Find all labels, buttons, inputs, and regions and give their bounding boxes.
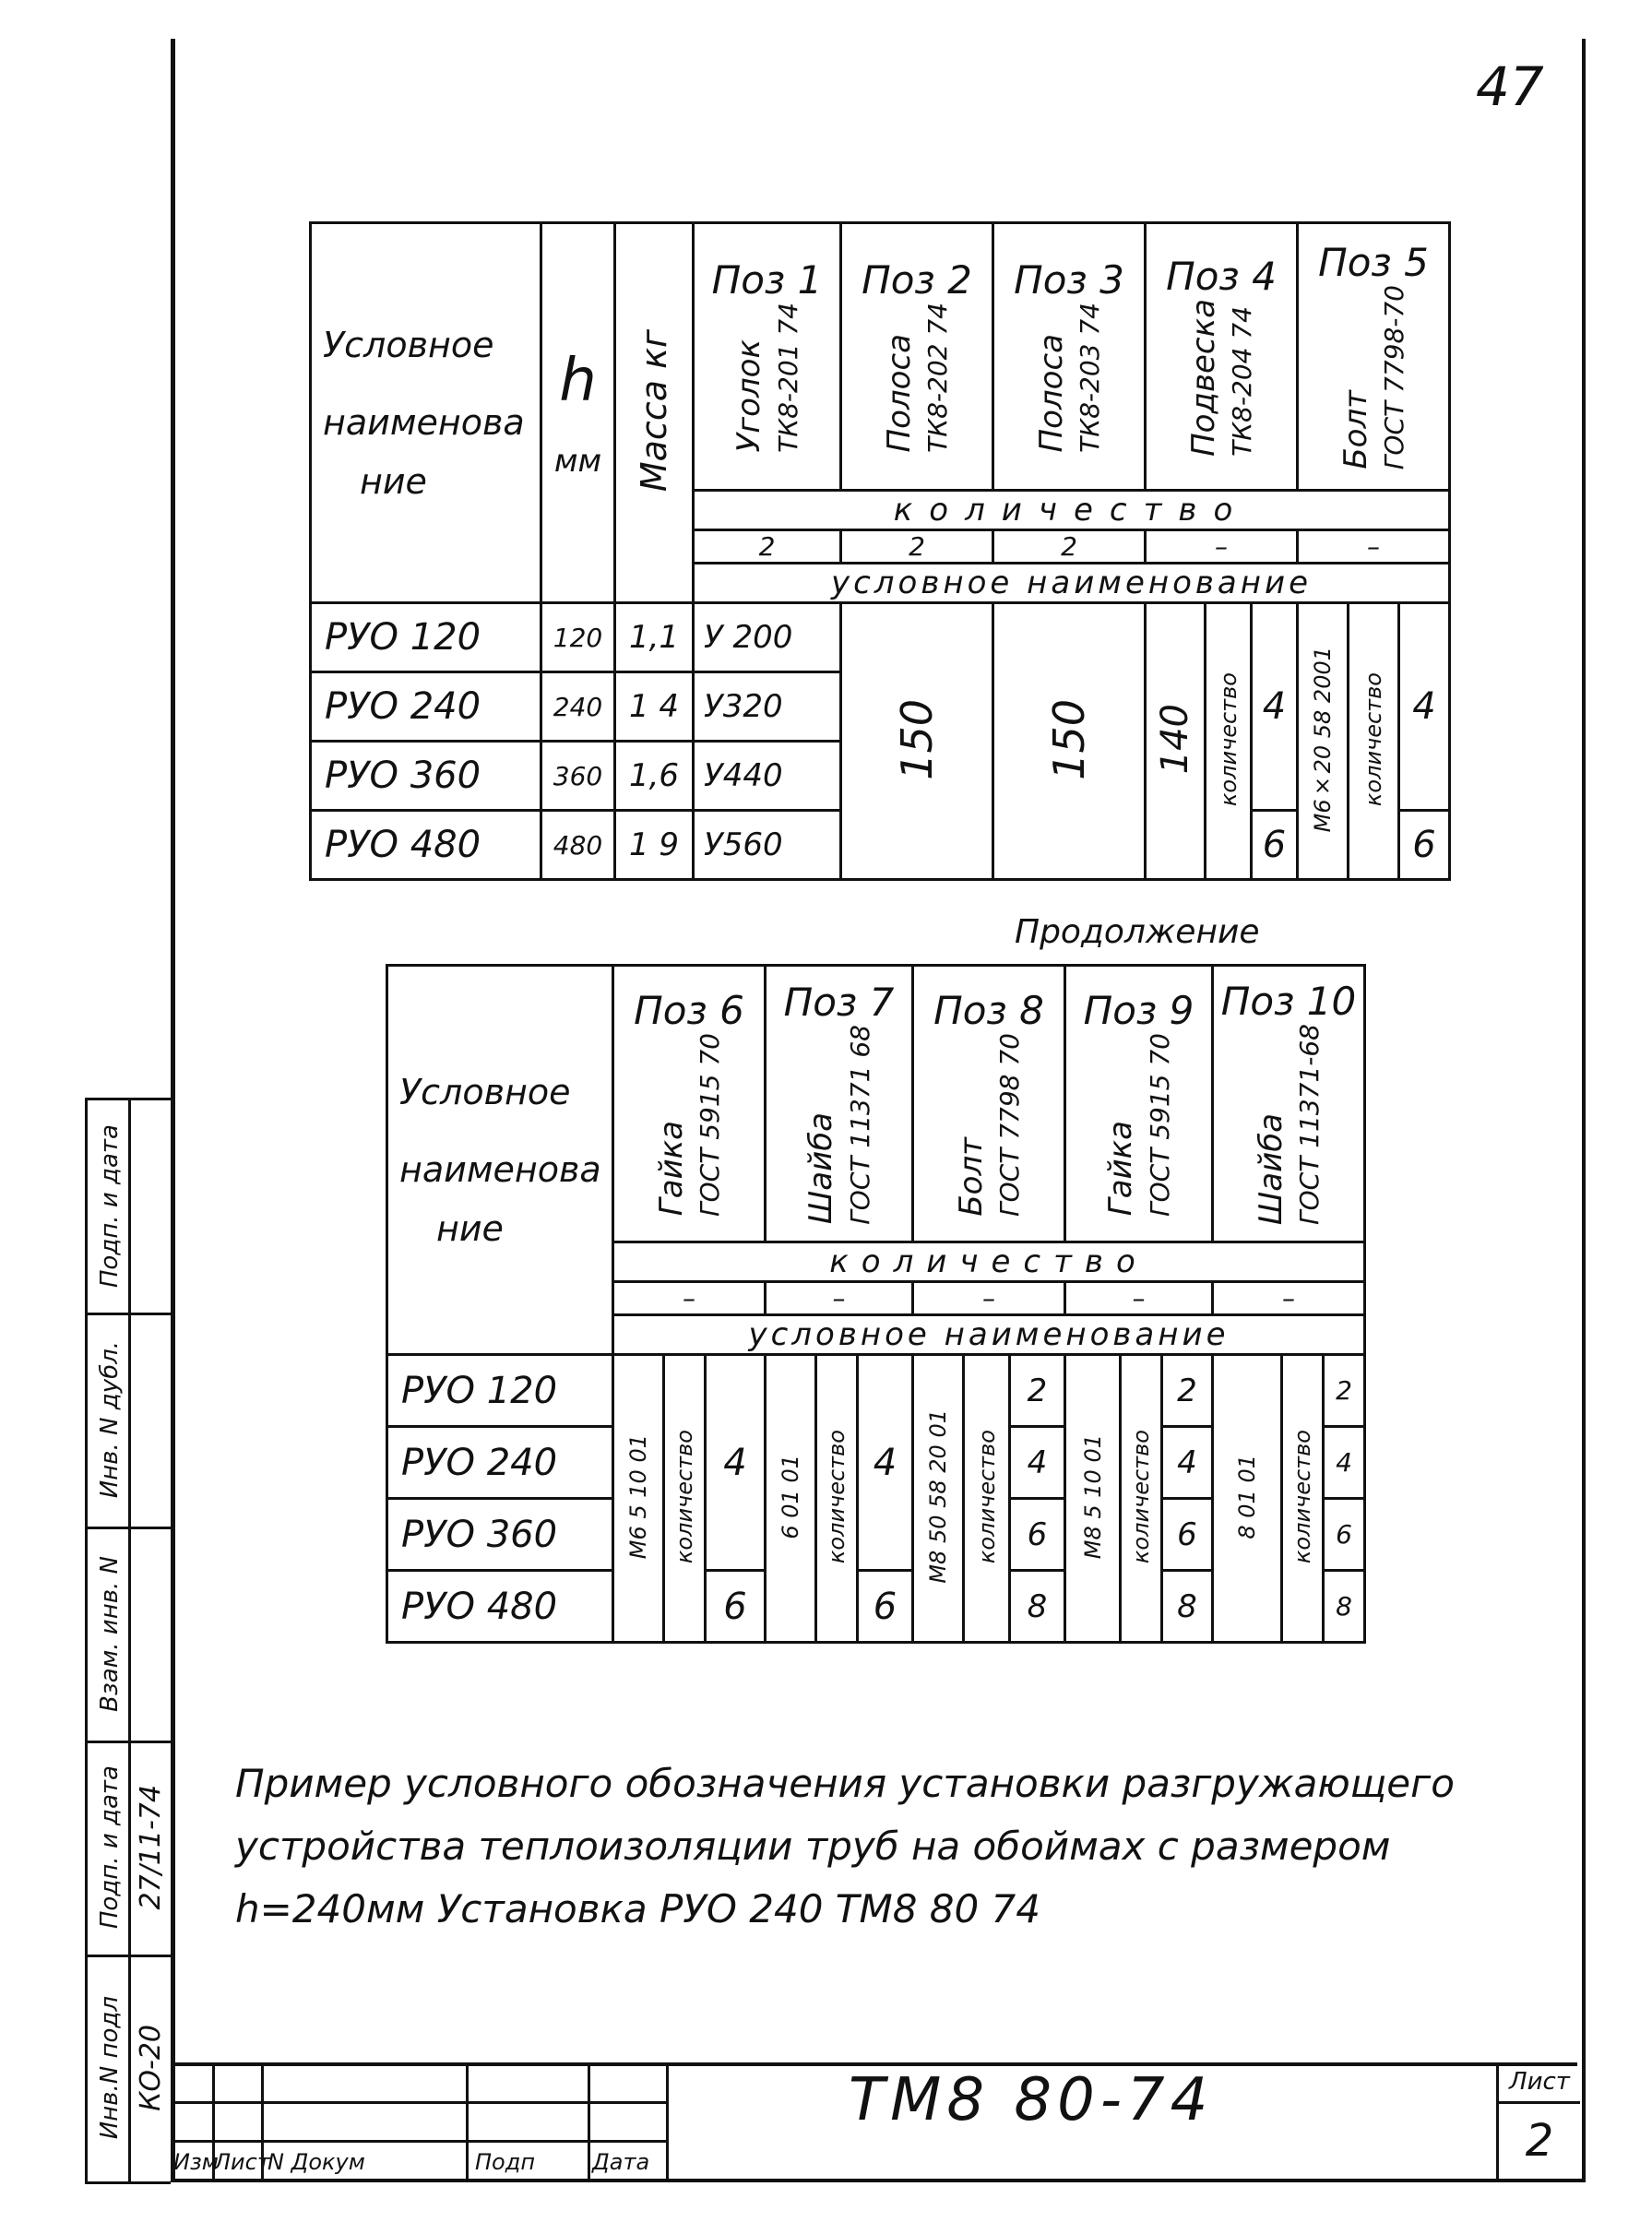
row-p1: У320 bbox=[694, 672, 841, 742]
t2-header-name-line1: Условное bbox=[399, 1071, 571, 1112]
side-label-2: Подп. и дата bbox=[96, 1765, 124, 1930]
p8-val: 4 bbox=[1010, 1427, 1065, 1499]
p5-name-cell bbox=[1298, 603, 1349, 880]
pos4-name: Подвеска bbox=[1184, 298, 1222, 457]
pos8-label: Поз 8 bbox=[933, 987, 1044, 1033]
pos10-label: Поз 10 bbox=[1220, 979, 1357, 1024]
pos6-name: Гайка bbox=[652, 1121, 690, 1217]
pos6-label: Поз 6 bbox=[634, 987, 744, 1033]
pos10-ref: ГОСТ 11371-68 bbox=[1294, 1024, 1325, 1225]
p9-name: М8 5 10 01 bbox=[1079, 1433, 1106, 1560]
p10-val: 2 bbox=[1324, 1355, 1365, 1427]
row-h: 240 bbox=[541, 672, 615, 742]
pos7-header bbox=[766, 966, 913, 1242]
pos9-name: Гайка bbox=[1102, 1121, 1140, 1217]
table-row bbox=[387, 1355, 1365, 1427]
p4-qty-label-cell bbox=[1206, 603, 1252, 880]
pos4-header bbox=[1146, 223, 1298, 491]
h-unit: мм bbox=[553, 442, 602, 480]
p4-qty-a: 4 bbox=[1252, 603, 1298, 811]
row-p1: У560 bbox=[694, 811, 841, 880]
p10-val: 8 bbox=[1324, 1571, 1365, 1643]
qty-pos2: 2 bbox=[841, 530, 993, 564]
side-label-5: Подп. и дата bbox=[96, 1124, 124, 1289]
pos6-header bbox=[613, 966, 766, 1242]
p8-qty-label: количество bbox=[973, 1429, 1000, 1564]
pos3-ref: ТК8-203 74 bbox=[1075, 302, 1106, 453]
p8-name: М8 50 58 20 01 bbox=[925, 1409, 951, 1584]
mass-header-cell bbox=[615, 223, 694, 603]
p6-name-cell bbox=[613, 1355, 664, 1643]
p8-name-cell bbox=[913, 1355, 964, 1643]
row-name: РУО 120 bbox=[387, 1355, 613, 1427]
stamp-label-izm: Изм bbox=[173, 2149, 219, 2175]
p10-name-cell bbox=[1213, 1355, 1282, 1643]
p4-merged bbox=[1146, 603, 1206, 880]
continuation-label: Продолжение bbox=[1015, 913, 1260, 951]
row-name: РУО 240 bbox=[387, 1427, 613, 1499]
p6-qty-a: 4 bbox=[706, 1355, 766, 1571]
row-name: РУО 480 bbox=[387, 1571, 613, 1643]
pos10-header bbox=[1213, 966, 1365, 1242]
t2-header-name-line3: ние bbox=[436, 1207, 504, 1249]
p4-qty-label: количество bbox=[1215, 671, 1242, 807]
stamp-label-doc: N Докум bbox=[267, 2149, 365, 2175]
row-name: РУО 120 bbox=[311, 603, 541, 672]
t2-cond-label-row: условное наименование bbox=[613, 1315, 1365, 1355]
row-name: РУО 240 bbox=[311, 672, 541, 742]
p8-val: 8 bbox=[1010, 1571, 1065, 1643]
p7-qty-label-cell bbox=[816, 1355, 858, 1643]
pos3-label: Поз 3 bbox=[1014, 256, 1124, 303]
pos10-name: Шайба bbox=[1252, 1112, 1290, 1225]
side-label-3: Взам. инв. N bbox=[96, 1555, 124, 1712]
qty-label-row: количество bbox=[694, 491, 1450, 530]
p4-qty-b: 6 bbox=[1252, 811, 1298, 880]
h-label: h bbox=[559, 346, 597, 415]
t2-qty-label-row: количество bbox=[613, 1242, 1365, 1282]
t2-qty-pos6: – bbox=[613, 1282, 766, 1315]
pos1-header bbox=[694, 223, 841, 491]
pos1-ref: ТК8-201 74 bbox=[772, 302, 803, 453]
pos4-ref: ТК8-204 74 bbox=[1227, 305, 1258, 457]
side-strip bbox=[85, 1098, 171, 2184]
p7-name-cell bbox=[766, 1355, 816, 1643]
row-name: РУО 360 bbox=[387, 1499, 613, 1571]
document-number: ТМ8 80-74 bbox=[849, 2066, 1214, 2134]
t2-qty-pos8: – bbox=[913, 1282, 1065, 1315]
qty-pos4: – bbox=[1146, 530, 1298, 564]
p3-value: 150 bbox=[1044, 698, 1094, 780]
sheet-number: 47 bbox=[1476, 55, 1544, 118]
p7-qty-a: 4 bbox=[858, 1355, 913, 1571]
p9-qty-label: количество bbox=[1128, 1429, 1154, 1564]
p10-name: 8 01 01 bbox=[1234, 1454, 1260, 1539]
p10-val: 4 bbox=[1324, 1427, 1365, 1499]
qty-pos5: – bbox=[1298, 530, 1450, 564]
header-name-line3: ние bbox=[360, 460, 427, 502]
sheet-box bbox=[1496, 2062, 1580, 2179]
t2-qty-pos9: – bbox=[1065, 1282, 1213, 1315]
p8-qty-label-cell bbox=[964, 1355, 1010, 1643]
pos7-ref: ГОСТ 11371 68 bbox=[844, 1024, 875, 1225]
pos7-name: Шайба bbox=[802, 1112, 840, 1225]
p6-qty-b: 6 bbox=[706, 1571, 766, 1643]
row-h: 120 bbox=[541, 603, 615, 672]
p4-value: 140 bbox=[1154, 704, 1196, 775]
pos3-header bbox=[993, 223, 1146, 491]
row-mass: 1 9 bbox=[615, 811, 694, 880]
header-name-cell bbox=[311, 223, 541, 603]
p8-val: 2 bbox=[1010, 1355, 1065, 1427]
t2-qty-pos10: – bbox=[1213, 1282, 1365, 1315]
p7-qty-b: 6 bbox=[858, 1571, 913, 1643]
p2-merged bbox=[841, 603, 993, 880]
row-p1: У440 bbox=[694, 742, 841, 811]
qty-pos3: 2 bbox=[993, 530, 1146, 564]
mass-label: Масса кг bbox=[634, 329, 674, 493]
pos9-label: Поз 9 bbox=[1083, 987, 1194, 1033]
p10-val: 6 bbox=[1324, 1499, 1365, 1571]
table-row bbox=[311, 603, 1450, 672]
p9-qty-label-cell bbox=[1121, 1355, 1162, 1643]
pos7-label: Поз 7 bbox=[783, 979, 895, 1025]
p9-val: 8 bbox=[1162, 1571, 1213, 1643]
p2-value: 150 bbox=[892, 698, 942, 780]
pos8-name: Болт bbox=[952, 1136, 990, 1217]
row-p1: У 200 bbox=[694, 603, 841, 672]
side-value-date: 27/11-74 bbox=[134, 1785, 167, 1910]
p8-val: 6 bbox=[1010, 1499, 1065, 1571]
spec-table-1 bbox=[309, 221, 1451, 881]
stamp-label-list: Лист bbox=[214, 2149, 270, 2175]
p6-qty-label-cell bbox=[664, 1355, 706, 1643]
t2-header-name-line2: наименова bbox=[399, 1148, 601, 1190]
pos5-ref: ГОСТ 7798-70 bbox=[1379, 284, 1410, 470]
p7-name: 6 01 01 bbox=[778, 1454, 803, 1539]
spec-table-2 bbox=[386, 964, 1366, 1644]
p3-merged bbox=[993, 603, 1146, 880]
t2-qty-pos7: – bbox=[766, 1282, 913, 1315]
header-name-line2: наименова bbox=[323, 401, 525, 443]
p5-qty-label-cell bbox=[1349, 603, 1399, 880]
pos8-ref: ГОСТ 7798 70 bbox=[994, 1032, 1026, 1217]
p10-qty-label: количество bbox=[1290, 1429, 1315, 1564]
pos1-name: Уголок bbox=[731, 339, 768, 453]
p6-qty-label: количество bbox=[671, 1429, 697, 1564]
side-label-1: Инв.N подл bbox=[96, 1996, 124, 2140]
side-label-4: Инв. N дубл. bbox=[96, 1340, 124, 1499]
qty-pos1: 2 bbox=[694, 530, 841, 564]
cond-label-row: условное наименование bbox=[694, 564, 1450, 603]
p5-qty-label: количество bbox=[1361, 671, 1386, 807]
pos9-header bbox=[1065, 966, 1213, 1242]
designation-note: Пример условного обозначения установки разгружающего устройства теплоизоляции труб на обоймах с размером h=240мм Установка РУО 240 ТМ8 80 74 bbox=[235, 1761, 1455, 1931]
p7-qty-label: количество bbox=[824, 1429, 850, 1564]
header-name-line1: Условное bbox=[323, 324, 494, 365]
row-name: РУО 360 bbox=[311, 742, 541, 811]
sheet-box-value: 2 bbox=[1525, 2115, 1554, 2167]
p9-val: 2 bbox=[1162, 1355, 1213, 1427]
pos6-ref: ГОСТ 5915 70 bbox=[695, 1032, 726, 1217]
pos5-name: Болт bbox=[1337, 390, 1374, 470]
h-header-cell bbox=[541, 223, 615, 603]
row-h: 360 bbox=[541, 742, 615, 811]
sheet-box-label: Лист bbox=[1499, 2062, 1580, 2104]
pos2-name: Полоса bbox=[880, 334, 918, 453]
p5-qty-a: 4 bbox=[1399, 603, 1450, 811]
pos5-header bbox=[1298, 223, 1450, 491]
pos2-header bbox=[841, 223, 993, 491]
pos4-label: Поз 4 bbox=[1166, 253, 1277, 299]
side-value-inv: КО-20 bbox=[134, 2025, 167, 2111]
pos9-ref: ГОСТ 5915 70 bbox=[1144, 1032, 1175, 1217]
stamp-label-sign: Подп bbox=[475, 2149, 536, 2175]
p10-qty-label-cell bbox=[1282, 1355, 1324, 1643]
stamp-label-date: Дата bbox=[592, 2149, 650, 2175]
t2-header-name-cell bbox=[387, 966, 613, 1355]
pos1-label: Поз 1 bbox=[711, 256, 823, 303]
row-mass: 1,1 bbox=[615, 603, 694, 672]
p6-name: М6 5 10 01 bbox=[625, 1433, 651, 1560]
row-mass: 1,6 bbox=[615, 742, 694, 811]
p5-qty-b: 6 bbox=[1399, 811, 1450, 880]
p9-val: 4 bbox=[1162, 1427, 1213, 1499]
row-h: 480 bbox=[541, 811, 615, 880]
pos2-ref: ТК8-202 74 bbox=[922, 302, 954, 453]
pos8-header bbox=[913, 966, 1065, 1242]
p9-name-cell bbox=[1065, 1355, 1121, 1643]
p9-val: 6 bbox=[1162, 1499, 1213, 1571]
pos2-label: Поз 2 bbox=[862, 256, 972, 303]
row-mass: 1 4 bbox=[615, 672, 694, 742]
pos5-label: Поз 5 bbox=[1318, 239, 1429, 285]
row-name: РУО 480 bbox=[311, 811, 541, 880]
pos3-name: Полоса bbox=[1032, 334, 1070, 453]
p5-name: М6×20 58 2001 bbox=[1310, 646, 1336, 833]
